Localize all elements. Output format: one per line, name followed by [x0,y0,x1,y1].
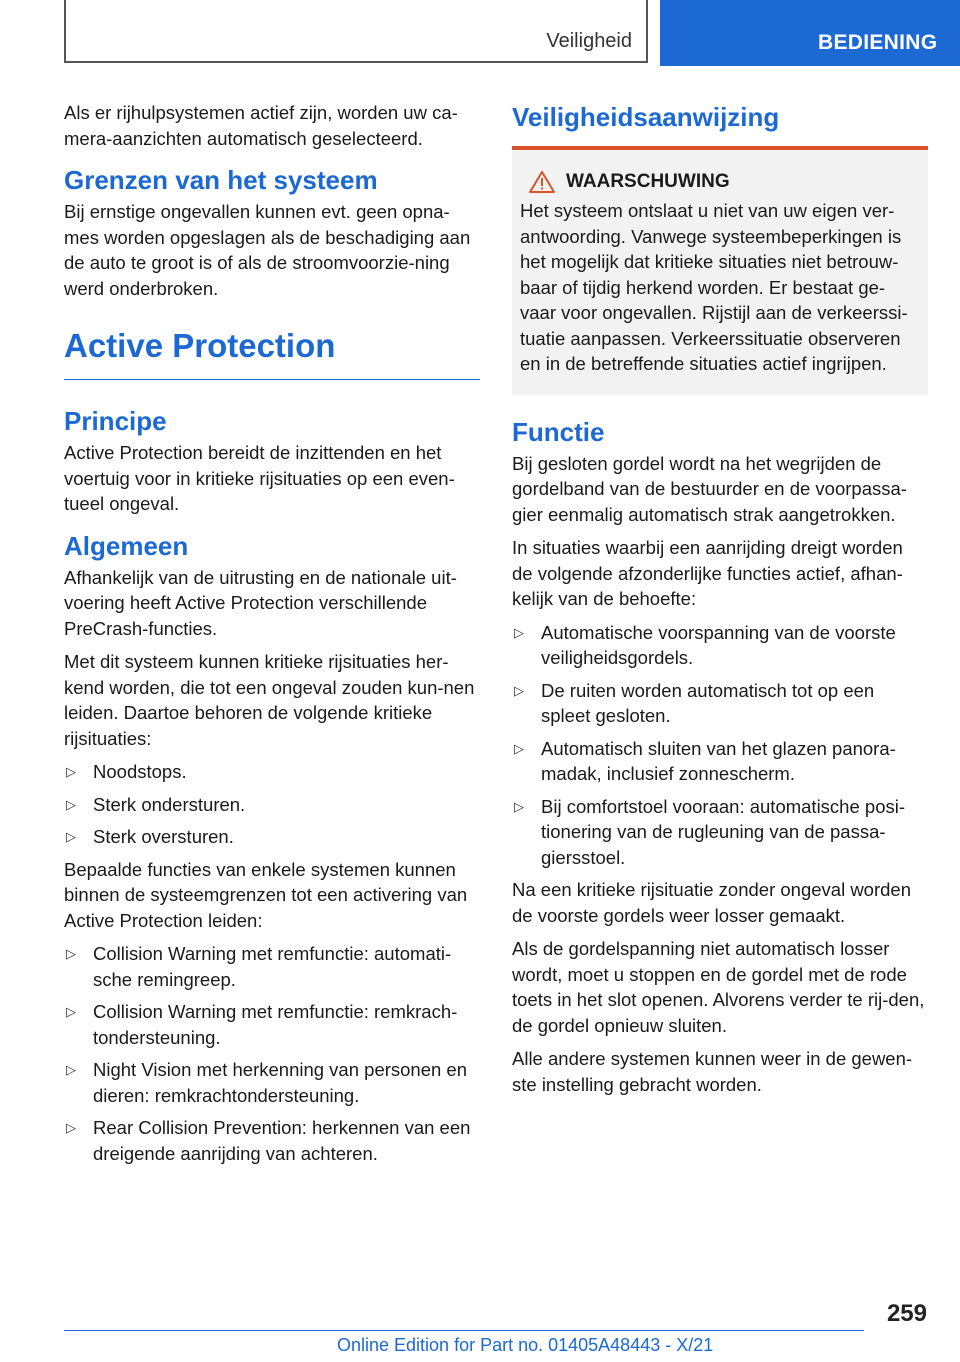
triangle-right-icon: ▷ [66,946,76,961]
functie-paragraph-5: Alle andere systemen kunnen weer in de gewen-ste instelling gebracht worden. [512,1048,913,1095]
list-item: ▷ Night Vision met herkenning van personen en dieren: remkrachtondersteuning. [66,1059,468,1106]
page-number: 259 [886,1300,927,1327]
algemeen-heading: Algemeen [64,530,189,561]
triangle-right-icon: ▷ [66,796,76,812]
header-chapter-tab[interactable]: BEDIENING [660,0,960,66]
algemeen-paragraph-1: Afhankelijk van de uitrusting en de nationale uit-voering heeft Active Protection verschillende PreCrash-functies. [64,566,457,639]
principe-heading: Principe [64,406,167,436]
list-item: ▷ Automatische voorspanning van de voorste veiligheidsgordels. [514,621,896,668]
algemeen-paragraph-2: Met dit systeem kunnen kritieke rijsituaties her-kend worden, die tot een ongeval zouden kun-nen leiden. Daartoe behoren de volgende kritieke rijsituaties: [64,651,475,749]
active-protection-heading: Active Protection [64,327,480,380]
systemen-list [64,941,480,1166]
list-item: ▷ Sterk ondersturen. [64,792,480,818]
triangle-right-icon: ▷ [66,1062,76,1077]
functie-paragraph-3: Na een kritieke rijsituatie zonder ongeval worden de voorste gordels weer losser gemaakt. [512,879,911,926]
functie-paragraph-4: Als de gordelspanning niet automatisch losser wordt, moet u stoppen en de gordel met de rode toets in het slot openen. Alvorens verder te rij-den, de gordel opnieuw sluiten. [512,938,925,1036]
warning-text: Het systeem ontslaat u niet van uw eigen ver-antwoording. Vanwege systeembeperkingen is het mogelijk dat kritieke situaties niet betrouw-baar of tijdig herkend worden. Er bestaat ge-vaar voor ongevallen. Rijstijl aan de verkeerssi-tuatie aanpassen. Verkeerssituatie observeren en in de betreffende situaties actief ingrijpen. [520,200,908,374]
triangle-right-icon: ▷ [66,1004,76,1019]
list-item: ▷ Sterk oversturen. [64,824,480,850]
warning-triangle-icon [528,170,556,194]
intro-paragraph: Als er rijhulpsystemen actief zijn, worden uw ca-mera-aanzichten automatisch geselecteerd. [64,102,458,149]
list-item: ▷ De ruiten worden automatisch tot op een spleet gesloten. [514,679,875,726]
footer-edition-link[interactable]: Online Edition for Part no. 01405A48443 - X/21 [337,1335,714,1355]
triangle-right-icon: ▷ [66,764,76,779]
rijsituaties-list [64,759,480,850]
grenzen-paragraph: Bij ernstige ongevallen kunnen evt. geen opna-mes worden opgeslagen als de beschadiging aan de auto te groot is of als de stroomvoorzie-ning werd onderbroken. [64,201,471,299]
list-item: ▷ Collision Warning met remfunctie: remkrach-tondersteuning. [66,1001,458,1048]
triangle-right-icon: ▷ [514,624,524,640]
list-item: ▷ Rear Collision Prevention: herkennen van een dreigende aanrijding van achteren. [66,1117,471,1164]
functie-paragraph-2: In situaties waarbij een aanrijding dreigt worden de volgende afzonderlijke functies actief, afhan-kelijk van de behoefte: [512,537,903,609]
list-item: ▷ Noodstops. [64,759,480,785]
warning-box [512,146,928,395]
header-section-title: Veiligheid [546,30,632,52]
list-item: ▷ Automatisch sluiten van het glazen panora-madak, inclusief zonnescherm. [514,737,896,784]
list-item: ▷ Bij comfortstoel vooraan: automatische posi-tionering van de rugleuning van de passa-giersstoel. [514,795,906,868]
list-item: ▷ Collision Warning met remfunctie: automati-sche remingreep. [66,943,452,990]
warning-header [520,170,920,194]
principe-paragraph: Active Protection bereidt de inzittenden en het voertuig voor in kritieke rijsituaties op een even-tueel ongeval. [64,442,455,514]
functie-paragraph-1: Bij gesloten gordel wordt na het wegrijden de gordelband van de bestuurder en de voorpassa-gier eenmalig automatisch strak aangetrokken. [512,452,907,525]
triangle-right-icon: ▷ [66,1120,76,1135]
triangle-right-icon: ▷ [66,829,76,844]
footer-divider [64,1330,864,1331]
algemeen-paragraph-3: Bepaalde functies van enkele systemen kunnen binnen de systeemgrenzen tot een activering van Active Protection leiden: [64,858,468,931]
left-column [64,100,480,1173]
header-box [64,0,648,63]
triangle-right-icon: ▷ [514,740,524,756]
warning-label: WAARSCHUWING [566,171,730,192]
functie-heading: Functie [512,416,605,447]
functies-list [512,620,928,871]
veiligheidsaanwijzing-heading: Veiligheidsaanwijzing [512,102,780,132]
triangle-right-icon: ▷ [514,682,524,698]
triangle-right-icon: ▷ [514,798,524,814]
grenzen-heading: Grenzen van het systeem [64,165,378,195]
right-column [512,100,928,1105]
